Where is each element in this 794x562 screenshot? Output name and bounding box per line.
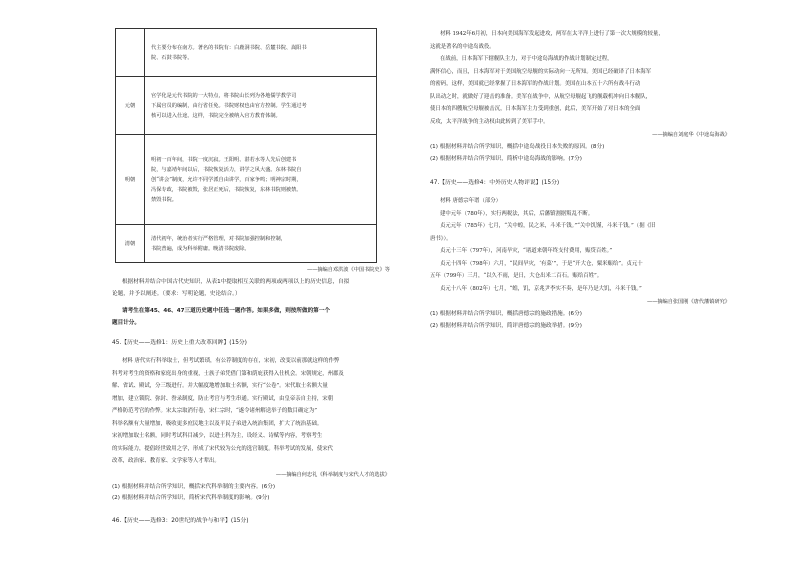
- material-line: 的实际能力，提倡经世致用之学，形成了宋代较为公允的选官制度。科举考试的发展，使宋代: [112, 445, 334, 452]
- q47-header: 47.【历史——选修4：中外历史人物评说】(15分): [430, 180, 560, 186]
- material-line: 唐书》）。: [430, 235, 452, 242]
- table-line: 院、石鼓书院等。: [151, 54, 193, 61]
- material-line: 的密码，这样，美国就已经掌握了日本海军的作战计划。美国在山本五十六所有战斗行动: [430, 81, 641, 87]
- content-cell: [145, 225, 377, 263]
- q46-question-1: (1) 根据材料并结合所学知识，概括中途岛战役日本失败的原因。(8分): [430, 144, 605, 150]
- table-line: 冯保专政，书院被毁，张居正死后，书院恢复，东林书院则被禁。: [151, 186, 302, 193]
- table-row: [116, 77, 377, 135]
- material-line: 这就是著名的中途岛战役。: [430, 43, 495, 50]
- table-line: 创“讲会”制度，允许不同学派自由讲学，百家争鸣；明神宗时期，: [151, 176, 302, 183]
- q46-header: 46.【历史——选修3：20世纪的战争与和平】(15分): [112, 517, 249, 524]
- material-line: 使日本的四艘航空母舰被击沉，日本海军主力受到重创，此后，美军开始了对日本的全面: [430, 106, 641, 112]
- material-line: 严格防范考官的作弊。宋太宗取消行卷，宋仁宗时，“遂令诸州解送举子的数目确定为”: [112, 408, 317, 414]
- table-row: [116, 135, 377, 225]
- table-line: 核可以进入仕途。这样，书院完全被纳入官方教育体制。: [151, 112, 281, 119]
- academy-history-table: [115, 28, 377, 263]
- material-line: 科举名额有大量增加，吸收更多庶民地主以及平民子弟进入统治集团，扩大了统治基础。: [112, 420, 323, 427]
- material-line: 满怀信心，而且，日本海军对于美国航空母舰的实际动向一无所知。美国已经破译了日本海军: [430, 68, 652, 75]
- table-line: 代主要分布在南方。著名的书院有：白鹿洞书院、岳麓书院、嵩阳书: [151, 44, 307, 51]
- q45-question-2: (2) 根据材料并结合所学知识，简析宋代科举制度的影响。(9分): [112, 495, 270, 501]
- task-line: 根据材料并结合中国古代史知识，从表1中提取相互关联的两项或两项以上的历史信息，自拟: [122, 279, 350, 285]
- material-line: 贞元十三年（797年），河南旱灾，“诸道来朝年终支付费用，赈贷百姓。”: [440, 248, 613, 254]
- dynasty-cell: 明朝: [116, 135, 145, 225]
- dynasty-cell: 元朝: [116, 77, 145, 135]
- q45-source: ——摘编自何忠礼《科举制度与宋代人才的选拔》: [275, 471, 390, 478]
- table-line: 院，与嘉靖年间以后，书院恢复活力，讲学之风大盛。东林书院自: [151, 166, 302, 173]
- q47-material: [430, 208, 730, 296]
- material-line: 建中元年（780年），实行两税法，其后，后藩镇割据叛乱不断。: [440, 210, 594, 217]
- q47-material-title: 材料 唐德宗年谱（部分）: [440, 198, 502, 204]
- right-column: [430, 28, 730, 332]
- material-line: 反攻，太平洋战争的主动权由此转到了美军手中。: [430, 118, 549, 125]
- notice-line: 题目计分。: [112, 319, 140, 326]
- material-line: 五年（799年）三月，“以久不雨，是日，大仓出米二百石。赈给百姓”。: [430, 273, 603, 279]
- task-line: 论题，并予以阐述。（要求：写明论题，史论结合。）: [112, 290, 241, 297]
- q45-material: [112, 355, 390, 468]
- q47-question-1: (1) 根据材料并结合所学知识，概括唐德宗的施政措施。(6分): [430, 311, 582, 317]
- table-line: 禁毁书院。: [151, 196, 177, 203]
- notice-line: 请考生在第45、46、47三道历史题中任选一题作答。如果多做，则按所做的第一个: [122, 308, 330, 314]
- q46-source: ——摘编自刘庭华《中途岛海战》: [652, 132, 730, 138]
- dynasty-cell: 清朝: [116, 225, 145, 263]
- q46-material: [430, 28, 730, 128]
- q45-question-1: (1) 根据材料并结合所学知识，概括宋代科举制的主要内容。(6分): [112, 483, 276, 490]
- material-line: 科考对考生的资格和家庭出身的重视，士族子弟凭借门第和荫庇获得入仕机会。宋朝规定，州郡及: [112, 370, 344, 377]
- content-cell: [145, 77, 377, 135]
- table-row: [116, 225, 377, 263]
- material-line: 贞元十八年（802年）七月，“蝗，饥，京兆尹李实不奏，是年乃是大饥，斗米千钱。”: [440, 285, 642, 292]
- choice-notice: [112, 306, 390, 329]
- material-line: 宋初增加取士名额，同时考试科目减少，以进士科为主，设经义、诗赋等内容，考察考生: [112, 433, 323, 439]
- material-line: 解、省试、殿试，分三级进行。并大幅度地增加取士名额，实行“公卷”。宋代取士名额大量: [112, 383, 328, 389]
- material-line: 改革，政治家、教育家、文学家等人才辈出。: [112, 458, 220, 464]
- left-column: [112, 28, 390, 533]
- q46-question-2: (2) 根据材料并结合所学知识，简析中途岛海战的影响。(7分): [430, 155, 582, 162]
- task-text: [112, 277, 390, 300]
- content-cell: [145, 135, 377, 225]
- q47-question-2: (2) 根据材料并结合所学知识，简评唐德宗的施政举措。(9分): [430, 322, 582, 329]
- material-line: 增加，建立锁院、弥封、誊录制度，防止考官与考生串通。实行殿试，由皇帝亲自主持，宋朝: [112, 395, 334, 402]
- dynasty-cell: [116, 29, 145, 77]
- material-line: 材料 唐代实行科举取士，但考试繁琐，有公荐制度的存在，宋初，改变以前那就这样的作弊: [122, 358, 340, 364]
- content-cell: [145, 29, 377, 77]
- q45-header: 45.【历史——选修1：历史上重大改革回眸】(15分): [112, 340, 247, 346]
- material-line: 材料 1942年6月初，日本向美国海军发起进攻，两军在太平洋上进行了第一次大规模的较量，: [440, 31, 664, 37]
- material-line: 贞元十四年（798年）六月，“民间旱灾，‘有菜’”，于是“开大仓，粟米赈给”。贞元十: [440, 260, 643, 267]
- table-source: ——摘编自邓洪波《中国书院史》等: [306, 267, 390, 273]
- table-row: [116, 29, 377, 77]
- material-line: 在战前，日本海军下辖舰队主力，对于中途岛海战的作战计划制定过程，: [440, 56, 613, 62]
- table-line: 官学化是元代书院的一大特点，将书院山长列为各地儒学教学司: [151, 92, 297, 99]
- table-line: 书院普遍，成为科举附庸。晚清书院废除。: [151, 245, 250, 252]
- material-line: 队出动之时，就做好了迎击的准备。美军在战争中，从航空母舰起飞的舰载机冲向日本舰队，: [430, 93, 652, 100]
- table-line: 下属官员的编制，由行省任免。书院财权也由官方控制。学生通过考: [151, 102, 307, 109]
- table-line: 明初一百年间，书院一度沉寂。王阳明、湛若水等人先后创建书: [151, 156, 297, 163]
- material-line: 贞元元年（785年）七月，“关中蝗，民之米，斗米千钱。”“关中饥馑，斗米千钱。”（据《旧: [440, 223, 656, 229]
- table-line: 清代初年，统治者实行严格管理，对书院加强控制和控制，: [151, 235, 286, 242]
- q47-source: ——摘编自张国刚《唐代藩镇研究》: [646, 299, 730, 305]
